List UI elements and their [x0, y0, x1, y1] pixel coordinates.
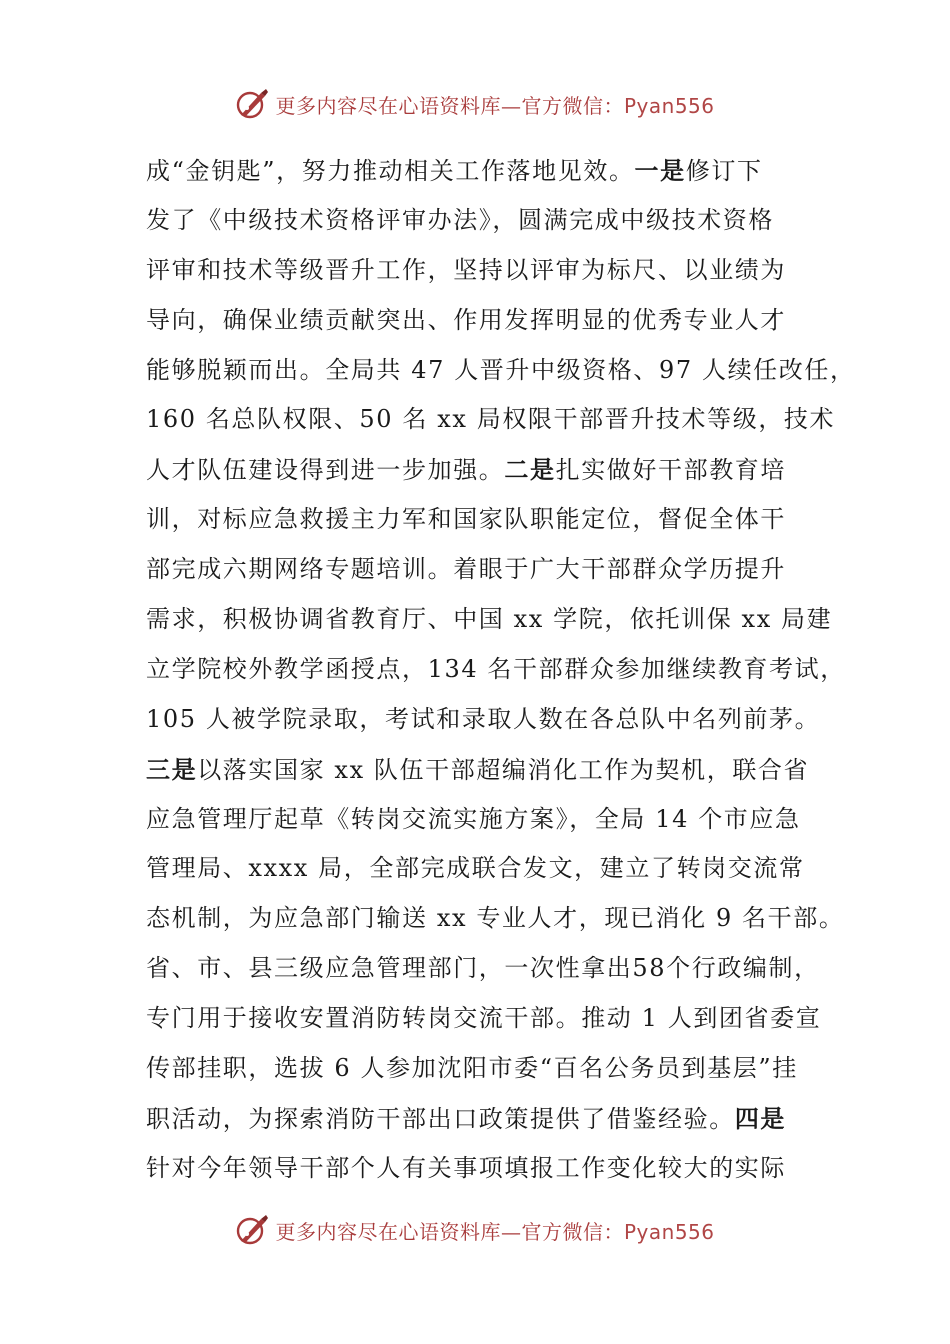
text-line: [146, 495, 826, 545]
text-line: [146, 146, 826, 196]
text-segment: 职活动，为探索消防干部出口政策提供了借鉴经验。: [146, 1104, 735, 1133]
header-banner: [0, 84, 950, 124]
text-segment: 能够脱颖而出。全局共 47 人晋升中级资格、97 人续任改任，: [146, 355, 856, 384]
text-segment: 传部挂职，选拔 6 人参加沈阳市委“百名公务员到基层”挂: [146, 1054, 798, 1083]
document-body: [146, 146, 856, 1194]
text-line: [146, 196, 826, 246]
text-line: [146, 296, 826, 346]
text-line: [146, 246, 826, 296]
text-line: [146, 1094, 826, 1144]
text-line: [146, 445, 826, 495]
text-line: [146, 1144, 826, 1194]
banner-wechat-id: Pyan556: [623, 1219, 715, 1244]
text-line: [146, 745, 826, 795]
banner-text: [275, 1216, 714, 1245]
text-segment: 需求，积极协调省教育厅、中国 xx 学院，依托训保 xx 局建: [146, 605, 833, 634]
text-segment: 成“金钥匙”，努力推动相关工作落地见效。: [146, 157, 635, 185]
text-segment: 管理局、xxxx 局，全部完成联合发文，建立了转岗交流常: [146, 854, 805, 883]
text-line: [146, 994, 826, 1044]
text-line: [146, 395, 836, 445]
text-segment: 导向，确保业绩贡献突出、作用发挥明显的优秀专业人才: [146, 305, 786, 334]
text-segment: 部完成六期网络专题培训。着眼于广大干部群众学历提升: [146, 555, 786, 584]
banner-slogan: 更多内容尽在心语资料库—官方微信：: [275, 93, 624, 118]
text-segment: 评审和技术等级晋升工作，坚持以评审为标尺、以业绩为: [146, 255, 786, 284]
text-line: [146, 645, 846, 695]
bold-marker: 三是: [146, 754, 198, 784]
bold-marker: 二是: [504, 455, 556, 485]
text-segment: 扎实做好干部教育培: [555, 456, 787, 485]
text-line: [146, 844, 826, 894]
text-line: [146, 894, 845, 944]
text-segment: 态机制，为应急部门输送 xx 专业人才，现已消化 9 名干部。: [146, 904, 845, 933]
text-segment: 应急管理厅起草《转岗交流实施方案》，全局 14 个市应急: [146, 804, 801, 833]
text-segment: 省、市、县三级应急管理部门，一次性拿出58个行政编制，: [146, 954, 820, 983]
text-segment: 以落实国家 xx 队伍干部超编消化工作为契机，联合省: [197, 755, 810, 784]
pen-logo-icon: [235, 1213, 269, 1247]
text-line: [146, 695, 826, 745]
banner-wechat-id: Pyan556: [623, 93, 715, 118]
text-line: [146, 795, 826, 845]
text-segment: 人才队伍建设得到进一步加强。: [146, 456, 505, 485]
bold-marker: 一是: [634, 156, 686, 185]
banner-text: [275, 90, 714, 119]
text-segment: 立学院校外教学函授点，134 名干部群众参加继续教育考试，: [146, 654, 846, 683]
text-segment: 专门用于接收安置消防转岗交流干部。推动 1 人到团省委宣: [146, 1004, 822, 1033]
banner-slogan: 更多内容尽在心语资料库—官方微信：: [275, 1219, 624, 1244]
bold-marker: 四是: [734, 1103, 787, 1133]
text-segment: 针对今年领导干部个人有关事项填报工作变化较大的实际: [146, 1153, 786, 1182]
text-segment: 训，对标应急救援主力军和国家队职能定位，督促全体干: [146, 505, 786, 534]
text-line: [146, 595, 833, 645]
text-line: [146, 1044, 826, 1094]
text-line: [146, 545, 826, 595]
text-segment: 160 名总队权限、50 名 xx 局权限干部晋升技术等级，技术: [146, 405, 836, 434]
text-segment: 修订下: [685, 157, 763, 185]
text-line: [146, 944, 826, 994]
text-segment: 105 人被学院录取，考试和录取人数在各总队中名列前茅。: [146, 704, 821, 733]
pen-logo-icon: [235, 87, 269, 121]
text-segment: 发了《中级技术资格评审办法》，圆满完成中级技术资格: [146, 205, 774, 234]
footer-banner: [0, 1210, 950, 1250]
text-line: [146, 346, 856, 396]
